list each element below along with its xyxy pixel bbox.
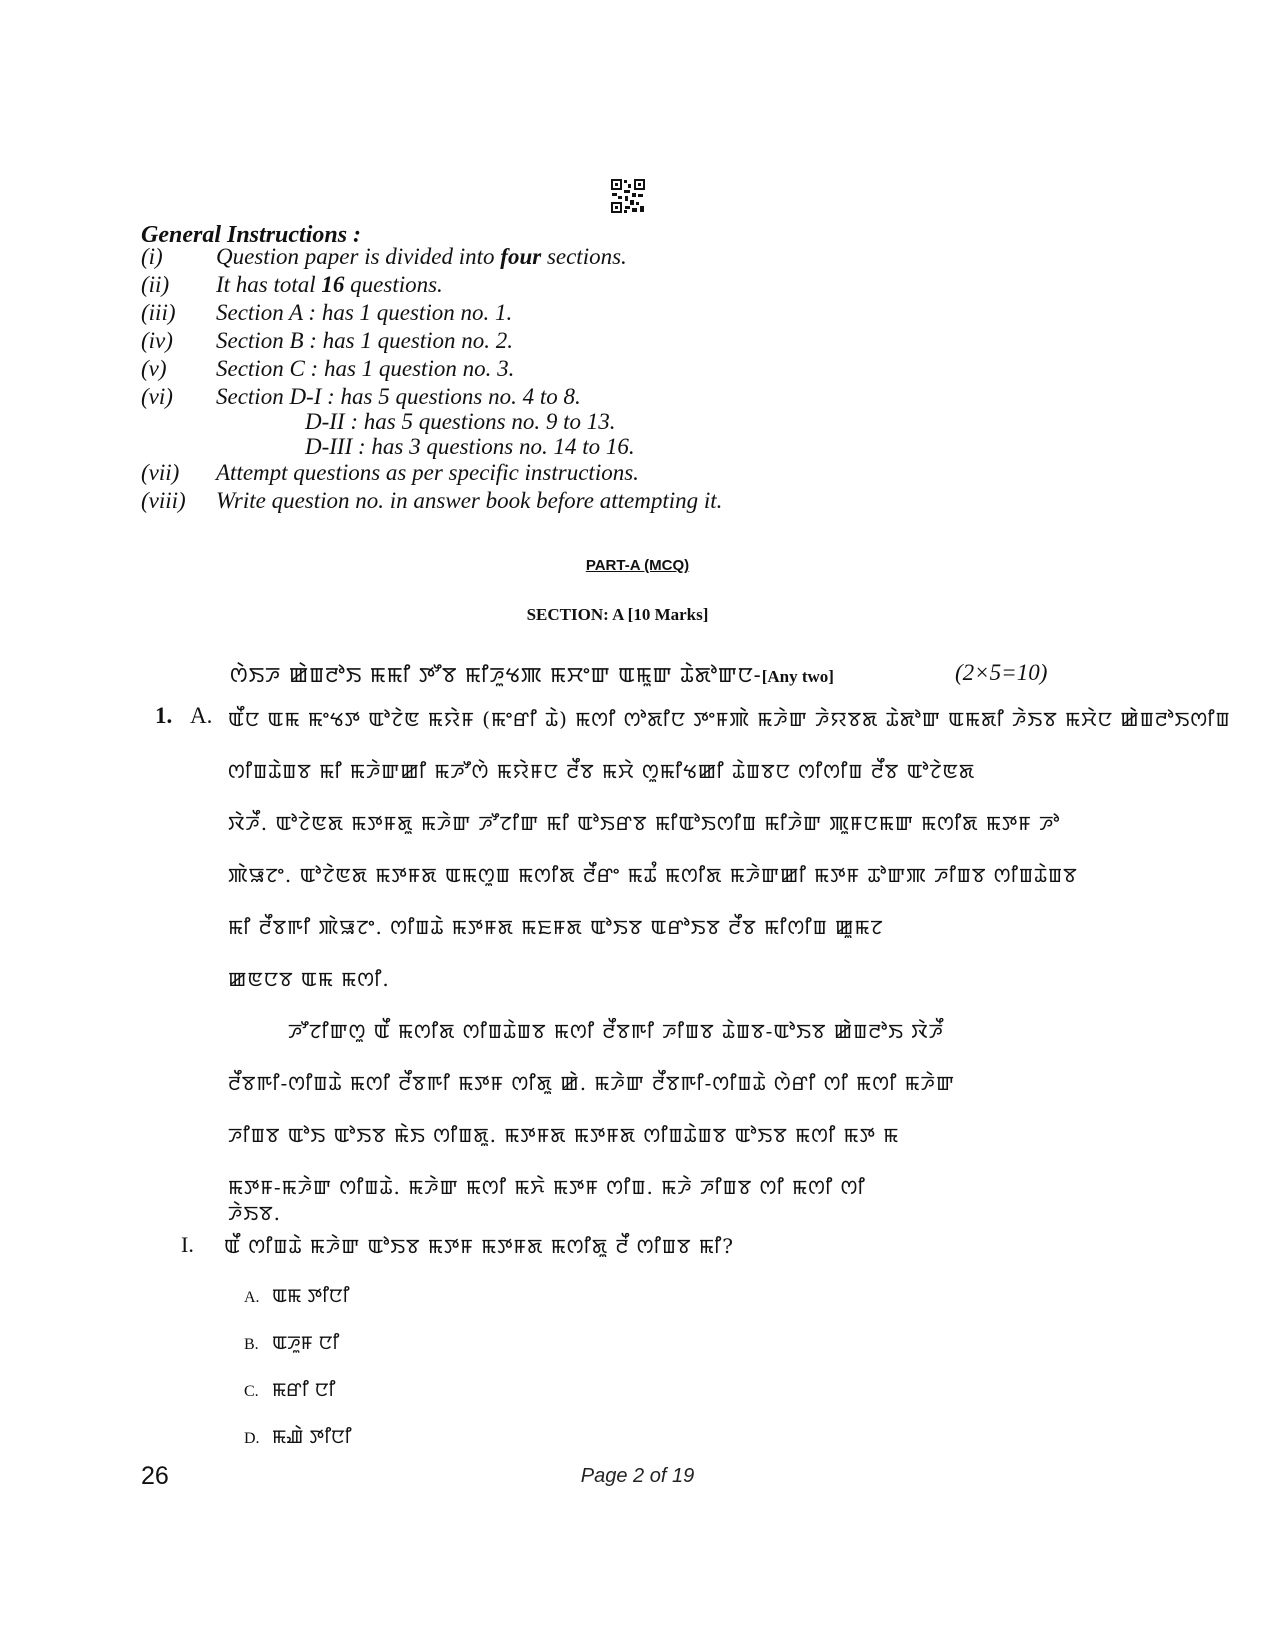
sub-question-text: ꯑꯩ ꯁꯤꯡꯊꯥ ꯃꯍꯥꯛ ꯑꯣꯏꯕ ꯃꯇꯝ ꯃꯇꯝꯗ ꯃꯁꯤꯗꯨ ꯂꯩ ꯁꯤꯡꯕ ꯃꯤ? (224, 1234, 734, 1258)
qr-code-icon (610, 178, 646, 214)
sub-question-number: I. (181, 1232, 194, 1257)
passage-line: ꯍꯥꯏꯕ. (228, 1201, 282, 1225)
section-heading: SECTION: A [10 Marks] (526, 605, 709, 624)
passage-line: ꯍꯧꯖꯤꯛꯁꯨ ꯑꯩ ꯃꯁꯤꯗ ꯁꯤꯡꯊꯥꯡꯕ ꯃꯁꯤ ꯂꯩꯕꯒꯤ ꯍꯤꯡꯕ ꯊꯥꯡꯕ-ꯑꯣꯏꯕ ꯀꯥꯡꯂꯣꯏ ꯋꯥꯍꯩ (288, 1019, 944, 1043)
passage-line: ꯂꯩꯕꯒꯤ-ꯁꯤꯡꯊꯥ ꯃꯁꯤ ꯂꯩꯕꯒꯤ ꯃꯇꯝ ꯁꯤꯗꯨ ꯀꯥ. ꯃꯍꯥꯛ ꯂꯩꯕꯒꯤ-ꯁꯤꯡꯊꯥ ꯁꯥꯔꯤ ꯁꯤ ꯃꯁꯤ ꯃꯍꯥꯛ (228, 1071, 955, 1095)
section-instruction: ꯁꯥꯏꯍ ꯀꯥꯡꯂꯣꯏ ꯃꯃꯤ ꯇꯧꯕ ꯃꯤꯍꯨꯠꯄ ꯃꯆꯦꯛ ꯑꯃꯨꯛ ꯊꯥꯗꯣꯛꯅ-[Any two] (230, 663, 834, 687)
marks-allocation: (2×5=10) (955, 660, 1048, 685)
passage-line: ꯍꯤꯡꯕ ꯑꯣꯏ ꯑꯣꯏꯕ ꯃꯥꯏ ꯁꯤꯡꯗꯨ. ꯃꯇꯝꯗ ꯃꯇꯝꯗ ꯁꯤꯡꯊꯥꯡꯕ ꯑꯣꯏꯕ ꯃꯁꯤ ꯃꯇ ꯃ (228, 1123, 900, 1147)
page-indicator: Page 2 of 19 (580, 1465, 695, 1487)
passage-line: ꯃꯤ ꯂꯩꯕꯒꯤ ꯄꯥꯎꯖꯦ. ꯁꯤꯡꯊꯥ ꯃꯇꯝꯗ ꯃꯐꯝꯗ ꯑꯣꯏꯕ ꯑꯔꯣꯏꯕ ꯂꯩꯕ ꯃꯤꯁꯤꯡ ꯀꯨꯃꯖ (228, 915, 884, 939)
passage-line: ꯄꯥꯎꯖꯦ. ꯑꯣꯖꯥꯟꯗ ꯃꯇꯝꯗ ꯑꯃꯁꯨꯡ ꯃꯁꯤꯗ ꯂꯩꯔꯦ ꯃꯊꯪ ꯃꯁꯤꯗ ꯃꯍꯥꯛꯀꯤ ꯃꯇꯝ ꯊꯣꯛꯄ ꯍꯤꯡꯕ ꯁꯤꯡꯊꯥꯡꯕ (228, 863, 1078, 887)
general-instructions-title: General Instructions : (141, 222, 362, 248)
passage-line: ꯑꯩꯅ ꯑꯃ ꯃꯦꯠꯇ ꯑꯣꯖꯥꯟ ꯃꯌꯥꯝ (ꯃꯦꯔꯤ ꯊꯥ) ꯃꯁꯤ ꯁꯣꯗꯤꯅ ꯇꯦꯝꯄꯥ ꯃꯍꯥꯛ ꯍꯥꯌꯕꯗ ꯊꯥꯗꯣꯛ ꯑꯃꯗꯤ ꯍꯥꯏꯕ ꯃꯆꯥꯅ ꯀꯥꯡꯂꯣꯏꯁꯤꯡ (228, 707, 1231, 731)
instruction-subitem: D-III : has 3 questions no. 14 to 16. (305, 434, 635, 459)
option-a[interactable]: A. ꯑꯃ ꯇꯤꯅꯤ (244, 1285, 350, 1307)
question-letter: A. (190, 703, 213, 728)
paper-code: 26 (141, 1462, 169, 1490)
passage-line: ꯁꯤꯡꯊꯥꯡꯕ ꯃꯤ ꯃꯍꯥꯛꯀꯤ ꯃꯍꯧꯁꯥ ꯃꯌꯥꯝꯅ ꯂꯩꯕ ꯃꯆꯥ ꯁꯨꯃꯤꯠꯀꯤ ꯊꯥꯡꯕꯅ ꯁꯤꯁꯤꯡ ꯂꯩꯕ ꯑꯣꯖꯥꯟꯗ (228, 759, 976, 783)
passage-line: ꯋꯥꯍꯩ. ꯑꯣꯖꯥꯟꯗ ꯃꯇꯝꯗꯨ ꯃꯍꯥꯛ ꯍꯧꯖꯤꯛ ꯃꯤ ꯑꯣꯏꯔꯕ ꯃꯤꯑꯣꯏꯁꯤꯡ ꯃꯤꯍꯥꯛ ꯄꯨꯝꯅꯃꯛ ꯃꯁꯤꯗ ꯃꯇꯝ ꯍꯣ (228, 811, 1061, 835)
option-c[interactable]: C. ꯃꯔꯤ ꯅꯤ (244, 1379, 336, 1401)
option-d[interactable]: D. ꯃꯉꯥ ꯇꯤꯅꯤ (244, 1426, 352, 1448)
passage-line: ꯃꯇꯝ-ꯃꯍꯥꯛ ꯁꯤꯡꯊꯥ. ꯃꯍꯥꯛ ꯃꯁꯤ ꯃꯈꯥ ꯃꯇꯝ ꯁꯤꯡ. ꯃꯍꯥ ꯍꯤꯡꯕ ꯁꯤ ꯃꯁꯤ ꯁꯤ (228, 1175, 866, 1199)
question-number: 1. (155, 703, 173, 728)
instruction-subitem: D-II : has 5 questions no. 9 to 13. (305, 409, 616, 434)
option-b[interactable]: B. ꯑꯍꯨꯝ ꯅꯤ (244, 1332, 340, 1354)
part-heading: PART-A (MCQ) (585, 557, 690, 574)
passage-line: ꯀꯟꯅꯕ ꯑꯃ ꯃꯁꯤ. (228, 967, 390, 991)
